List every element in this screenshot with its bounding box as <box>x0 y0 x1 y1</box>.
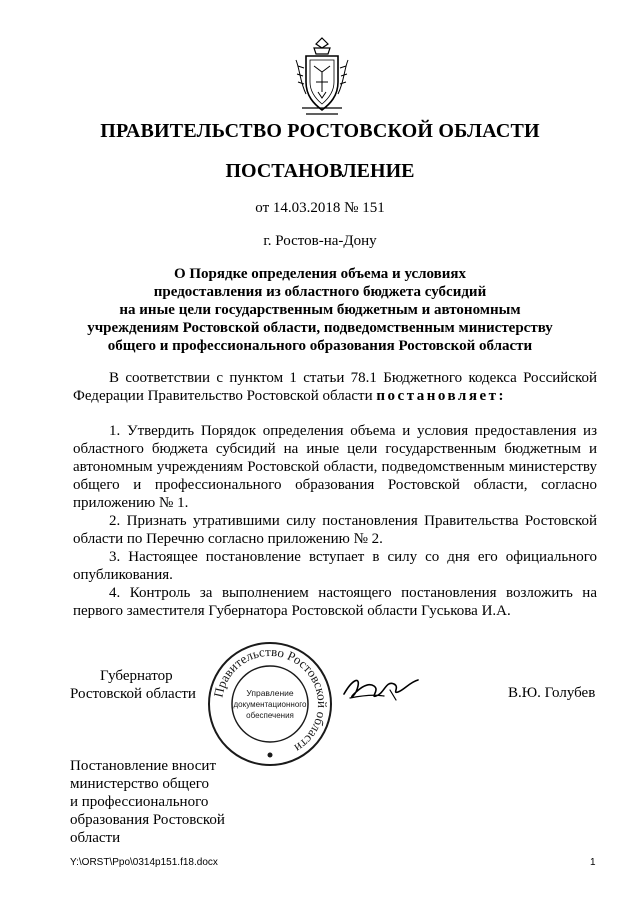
note-line: министерство общего <box>70 776 210 792</box>
preamble-text: В соответствии с пунктом 1 статьи 78.1 Бюджетного кодекса Российской Федерации Правительство Ростовской области <box>73 370 597 404</box>
stamp-ring-text-path: Правительство Ростовской области <box>210 643 331 756</box>
note-line: области <box>70 830 121 846</box>
document-subject <box>60 265 580 355</box>
stamp-inner-line: обеспечения <box>246 711 294 720</box>
signatory-role-line: Губернатор <box>100 668 173 684</box>
subject-line: общего и профессионального образования Ростовской области <box>107 338 533 354</box>
document-type: ПОСТАНОВЛЕНИЕ <box>225 160 415 182</box>
signatory-role-line: Ростовской области <box>70 686 196 702</box>
decree-item-3: 3. Настоящее постановление вступает в силу со дня его официального опубликования. <box>73 549 597 583</box>
page-number: 1 <box>590 857 596 868</box>
handwritten-signature <box>340 668 430 708</box>
decree-items <box>73 422 597 620</box>
decree-item-1: 1. Утвердить Порядок определения объема и условия предоставления из областного бюджета субсидий на иные цели государственным бюджетным и автономным учреждениям Ростовской области, подведомственным министерству общего и профессионального образования Ростовской области, согласно приложению № 1. <box>73 423 597 511</box>
organization-title: ПРАВИТЕЛЬСТВО РОСТОВСКОЙ ОБЛАСТИ <box>100 120 540 142</box>
document-city: г. Ростов-на-Дону <box>263 233 377 249</box>
subject-line: предоставления из областного бюджета субсидий <box>153 284 487 300</box>
stamp-inner-line: Управление <box>246 688 294 698</box>
stamp-inner-line: документационного <box>233 700 307 709</box>
coat-of-arms-icon <box>292 36 352 120</box>
subject-line: учреждениям Ростовской области, подведомственным министерству <box>87 320 553 336</box>
signatory-name: В.Ю. Голубев <box>508 685 596 701</box>
note-line: образования Ростовской <box>70 812 225 828</box>
decree-word: постановляет: <box>376 388 506 404</box>
document-date-number: от 14.03.2018 № 151 <box>255 200 385 216</box>
signatory-role <box>70 667 196 703</box>
note-line: и профессионального <box>70 794 209 810</box>
decree-item-4: 4. Контроль за выполнением настоящего постановления возложить на первого заместителя Губернатора Ростовской области Гуськова И.А. <box>73 585 597 619</box>
subject-line: О Порядке определения объема и условиях <box>173 266 467 282</box>
official-stamp <box>206 640 334 768</box>
decree-item-2: 2. Признать утратившими силу постановления Правительства Ростовской области по Перечню согласно приложению № 2. <box>73 513 597 547</box>
preamble <box>73 369 597 405</box>
subject-line: на иные цели государственным бюджетным и автономным <box>119 302 521 318</box>
submitter-note <box>70 757 225 847</box>
note-line: Постановление вносит <box>70 758 217 774</box>
footer-file-path: Y:\ORST\Ppo\0314p151.f18.docx <box>70 857 218 868</box>
